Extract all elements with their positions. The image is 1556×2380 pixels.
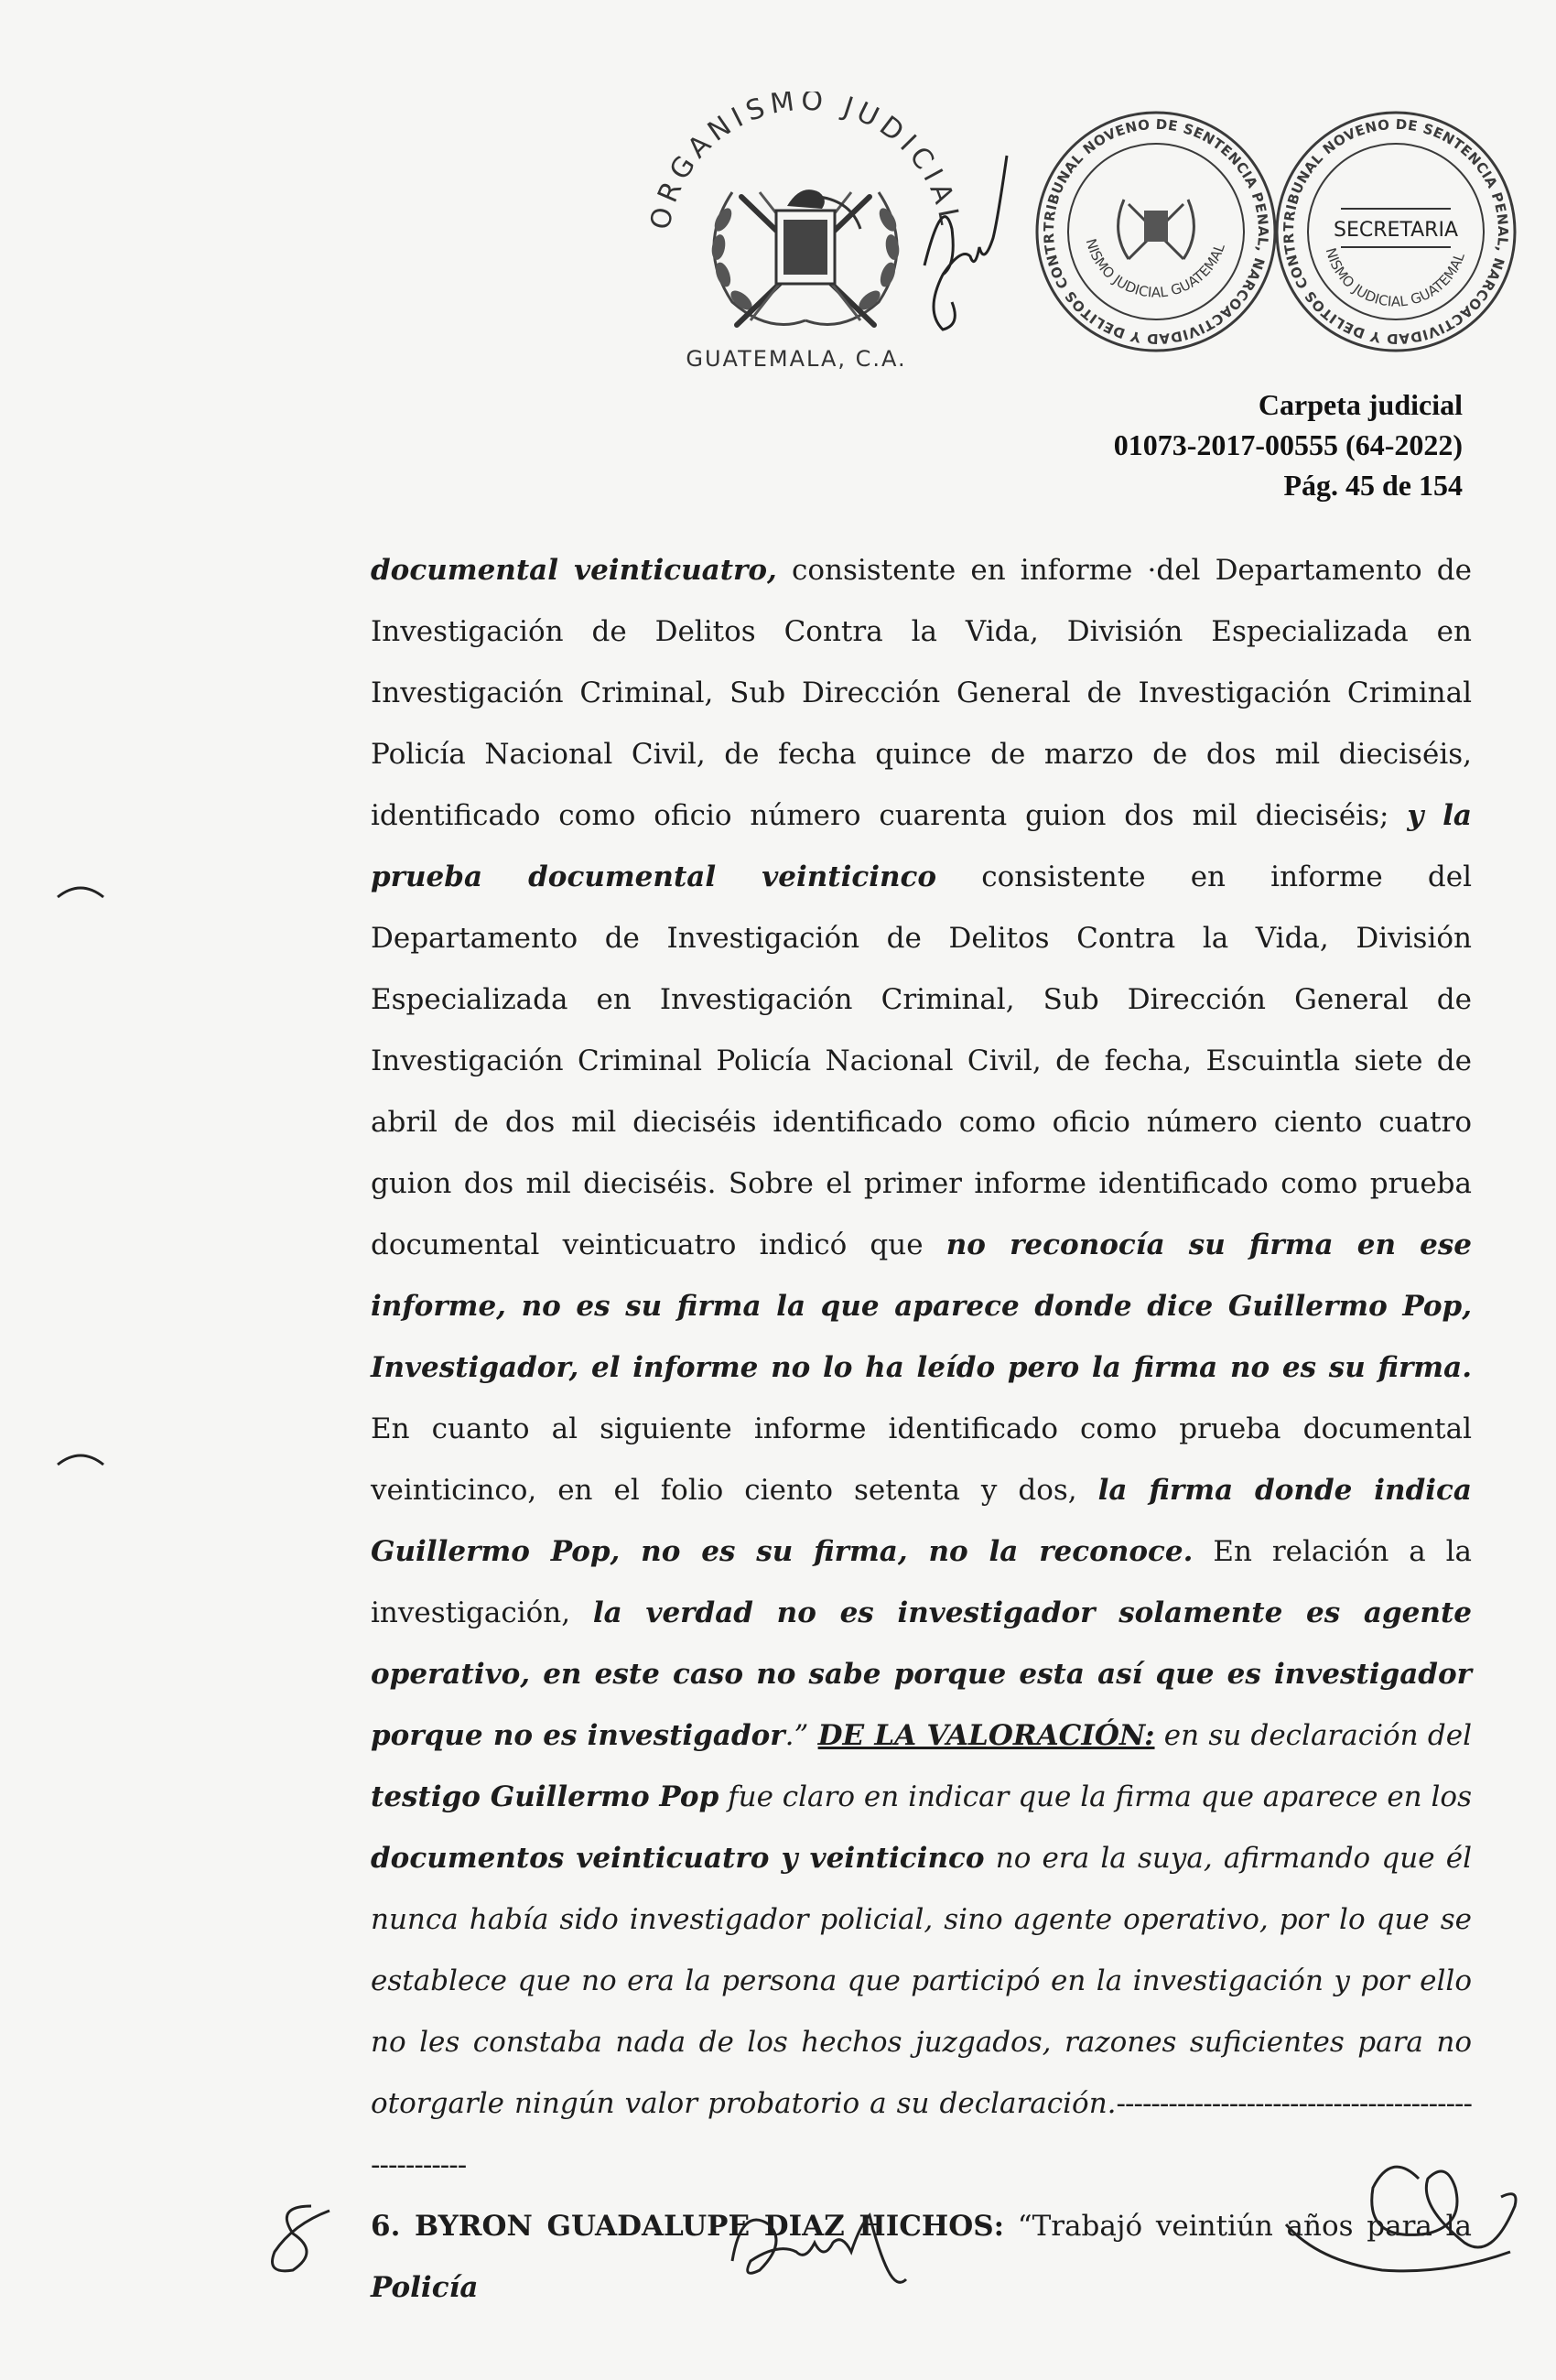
margin-mark (53, 1446, 108, 1474)
text-run: consistente en informe ·del Departamento de Investigación de Delitos Contra la Vida, División Especializada en Investigación Criminal, Sub Dirección General de Investigación Criminal Policía Nacional Civil, de fecha quince de marzo de dos mil dieciséis, identificado como oficio número cuarenta guion dos mil dieciséis; (371, 554, 1472, 832)
text-bold-italic: la firma donde indica Guillermo Pop, no es su firma, no la reconoce. (371, 1474, 1472, 1568)
file-label: Carpeta judicial (1258, 388, 1463, 421)
text-bold-italic: la verdad no es investigador solamente es agente operativo, en este caso no sabe porque esta así que es investigador porque no es investigador (371, 1596, 1472, 1752)
text-run: “Trabajó veintiún años para la (1004, 2210, 1472, 2243)
witness-heading: 6. BYRON GUADALUPE DIAZ HICHOS: (371, 2210, 1005, 2243)
file-number: 01073-2017-00555 (64-2022) (1113, 428, 1463, 461)
stamp-center-label: SECRETARIA (1333, 219, 1459, 242)
emblem-arc-text: ORGANISMO JUDICIAL (643, 92, 967, 233)
court-secretary-stamp (1272, 108, 1519, 355)
handwritten-signature-center (723, 2188, 924, 2307)
page-number: Pág. 45 de 154 (1283, 469, 1463, 502)
text-bold-italic: no reconocía su firma en ese informe, no es su firma la que aparece donde dice Guillermo Pop, Investigador, el informe no lo ha leído pero la firma no es su firma. (371, 1228, 1472, 1384)
svg-text:ORGANISMO JUDICIAL GUATEMALA,: NISMO JUDICIAL GUATEMAL (1082, 236, 1228, 301)
text-bold-italic: Policía (371, 2271, 479, 2304)
text-run: En relación a la investigación, (371, 1535, 1472, 1629)
text-italic: no era la suya, afirmando que él nunca había sido investigador policial, sino agente operativo, por lo que se establece que no era la persona que participó en la investigación y por ello no les constaba nada de los hechos juzgados, razones suficientes para no otorgarle ningún valor probatorio a su declaración. (371, 1842, 1472, 2120)
text-run: En cuanto al siguiente informe identificado como prueba documental veinticinco, en el folio ciento setenta y dos, (371, 1412, 1472, 1507)
section-heading-valoracion: DE LA VALORACIÓN: (817, 1719, 1155, 1752)
text-bold-italic: y la prueba documental veinticinco (371, 799, 1472, 893)
court-seal-stamp (1032, 108, 1280, 355)
handwritten-initial-left (256, 2197, 348, 2279)
handwritten-signature-right (1281, 2142, 1529, 2288)
text-bold-italic: documental veinticuatro, (371, 554, 777, 587)
text-run: .” (784, 1719, 818, 1752)
svg-text:TRIBUNAL NOVENO DE SENTENCIA P: TRIBUNAL NOVENO DE SENTENCIA PENAL, NARCOACTIVIDAD Y DELITOS CONTR (1040, 115, 1272, 348)
dash-filler: ---------------------------------------------------- (371, 2087, 1472, 2181)
text-run: consistente en informe del Departamento de Investigación de Delitos Contra la Vida, División Especializada en Investigación Criminal, Sub Dirección General de Investigación Criminal Policía Nacional Civil, de fecha, Escuintla siete de abril de dos mil dieciséis identificado como oficio número ciento cuatro guion dos mil dieciséis. Sobre el primer informe identificado como prueba documental veinticuatro indicó que (371, 860, 1472, 1261)
document-body (371, 540, 1472, 2319)
handwritten-initials (906, 137, 1016, 339)
text-italic: fue claro en indicar que la firma que aparece en los (719, 1780, 1473, 1813)
text-bold-italic: documentos veinticuatro y veinticinco (371, 1842, 985, 1875)
text-italic: en su declaración del (1154, 1719, 1472, 1752)
svg-text:TRIBUNAL NOVENO DE SENTENCIA P: TRIBUNAL NOVENO DE SENTENCIA PENAL, NARCOACTIVIDAD Y DELITOS CONTR (1280, 115, 1512, 348)
margin-mark (53, 879, 108, 906)
svg-text:ORGANISMO JUDICIAL GUATEMALA,: NISMO JUDICIAL GUATEMAL (1322, 245, 1468, 310)
paragraph-testimony-valuation (371, 540, 1472, 2196)
text-bold-italic: testigo Guillermo Pop (371, 1780, 719, 1813)
case-file-reference (1114, 384, 1463, 505)
emblem-caption: GUATEMALA, C.A. (686, 346, 907, 372)
